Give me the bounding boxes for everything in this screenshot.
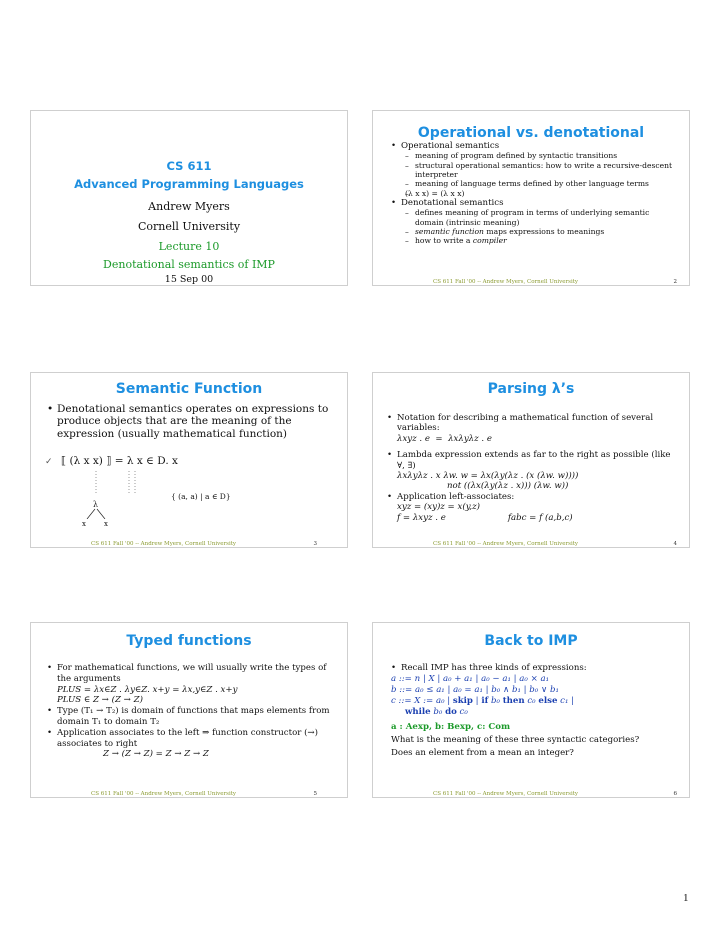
keyword: if <box>481 696 489 706</box>
bullet-notation: • Notation for describing a mathematical function of several variables: <box>387 413 679 434</box>
bullet-denotational: • Denotational semantics <box>391 198 679 208</box>
slide-number: 2 <box>673 279 677 285</box>
course-number: CS 611 <box>166 159 212 173</box>
parse-tree-diagram <box>71 469 151 519</box>
sub-bullet: – meaning of language terms defined by other language terms <box>391 179 679 188</box>
slide-number: 3 <box>313 541 317 547</box>
sub-bullet: – defines meaning of program in terms of underlying semantic domain (intrinsic meaning) <box>391 208 679 227</box>
keyword: while <box>405 707 431 717</box>
slide-title <box>30 110 348 286</box>
emphasis: semantic function <box>415 226 484 236</box>
footer-text: CS 611 Fall '00 -- Andrew Myers, Cornell University <box>433 279 579 285</box>
slide-semantic-function <box>30 372 348 548</box>
semantic-formula: ⟦ (λ x x) ⟧ = λ x ∈ D. x <box>61 455 178 467</box>
emphasis: not <box>447 481 462 492</box>
slide-number: 5 <box>313 791 317 797</box>
bullet-application: • Application left-associates: <box>387 492 679 502</box>
keyword: then <box>502 696 525 706</box>
text: f = λxyz . e <box>397 512 446 523</box>
check-icon: ✓ <box>45 457 53 467</box>
keyword: else <box>538 696 558 706</box>
slide-title-2: Operational vs. denotational <box>417 125 645 141</box>
plus-definition: PLUS = λx∈Z . λy∈Z. x+y = λx,y∈Z . x+y <box>57 684 238 695</box>
slide-parsing-lambdas <box>372 372 690 548</box>
page-number: 1 <box>683 892 689 904</box>
bullet-operational: • Operational semantics <box>391 141 679 151</box>
sub-bullet <box>391 236 679 245</box>
bullet-associativity: • Application associates to the left ⇒ function constructor (→) associates to right <box>47 728 337 750</box>
text: how to write a <box>415 236 473 246</box>
slide-typed-functions <box>30 622 348 798</box>
sub-bullet: – structural operational semantics: how to write a recursive-descent interpreter <box>391 161 679 180</box>
author: Andrew Myers <box>148 200 230 213</box>
set-notation: { (a, a) | a ∈ D} <box>171 492 231 501</box>
slide-title-4: Parsing λ’s <box>487 381 575 397</box>
text: fabc = f (a,b,c) <box>507 512 573 523</box>
footer-text: CS 611 Fall '00 -- Andrew Myers, Cornell University <box>91 791 237 797</box>
slide-title-3: Semantic Function <box>115 381 263 397</box>
tree-leaf-x: x <box>82 520 86 528</box>
text: maps expressions to meanings <box>483 226 605 236</box>
slide-title-5: Typed functions <box>126 633 252 649</box>
lecture-date: 15 Sep 00 <box>164 274 214 285</box>
aexp-grammar: a ::= n | X | a₀ + a₁ | a₀ − a₁ | a₀ × a₁ <box>391 674 550 684</box>
bullet-function-type: • Type (T₁ → T₂) is domain of functions that maps elements from domain T₁ to domain T₂ <box>47 706 337 728</box>
com-grammar: c ::= X := a₀ | skip | if b₀ then c₀ else c₁ | <box>391 696 575 706</box>
lambda-equality: – (λ x x) = (λ x x) <box>391 189 679 198</box>
arrow-equality: Z → (Z → Z) = Z → Z → Z <box>103 749 209 760</box>
svg-text:λ: λ <box>93 500 99 509</box>
course-title: Advanced Programming Languages <box>74 177 304 191</box>
sub-bullet <box>391 227 679 236</box>
bullet-imp: • Recall IMP has three kinds of expressions: <box>391 663 679 674</box>
lambda-counterexample <box>387 481 679 491</box>
lecture-topic: Denotational semantics of IMP <box>103 258 275 271</box>
slide-back-to-imp <box>372 622 690 798</box>
question-meaning: What is the meaning of these three syntactic categories? <box>391 735 640 745</box>
tree-leaf-x: x <box>104 520 108 528</box>
slide-title-6: Back to IMP <box>484 633 578 649</box>
sub-bullet: – meaning of program defined by syntactic transitions <box>391 151 679 160</box>
text: ((λx(λy(λz . x))) (λw. w)) <box>461 481 569 492</box>
plus-type: PLUS ∈ Z → (Z → Z) <box>57 695 143 706</box>
lecture-number: Lecture 10 <box>158 240 220 253</box>
slide-operational-vs-denotational <box>372 110 690 286</box>
text: c ::= X := a₀ | <box>391 696 453 706</box>
syntactic-categories: a : Aexp, b: Bexp, c: Com <box>391 722 511 732</box>
slide-number: 6 <box>673 791 677 797</box>
keyword: do <box>445 707 457 717</box>
lambda-notation: λxyz . e = λxλyλz . e <box>397 433 492 444</box>
footer-text: CS 611 Fall '00 -- Andrew Myers, Cornell University <box>433 791 579 797</box>
application-f <box>387 513 679 523</box>
application-example: xyz = (xy)z = x(y,z) <box>397 502 481 513</box>
com-grammar-while: while b₀ do c₀ <box>405 707 468 717</box>
bullet-types: • For mathematical functions, we will usually write the types of the arguments <box>47 663 337 685</box>
emphasis: compiler <box>472 236 507 246</box>
lambda-example: λxλyλz . x λw. w = λx(λy(λz . (x (λw. w)))) <box>397 471 579 482</box>
bullet-lambda-extent: • Lambda expression extends as far to the right as possible (like ∀, ∃) <box>387 450 679 471</box>
keyword: skip <box>452 696 473 706</box>
question-integer: Does an element from a mean an integer? <box>391 748 574 758</box>
footer-text: CS 611 Fall '00 -- Andrew Myers, Cornell University <box>433 541 579 547</box>
slide-number: 4 <box>673 541 677 547</box>
bexp-grammar: b ::= a₀ ≤ a₁ | a₀ = a₁ | b₀ ∧ b₁ | b₀ ∨ b₁ <box>391 685 559 695</box>
affiliation: Cornell University <box>137 220 241 233</box>
bullet-denotational: • Denotational semantics operates on expressions to produce objects that are the meaning of the expression (usually mathematical function) <box>47 403 341 440</box>
footer-text: CS 611 Fall '00 -- Andrew Myers, Cornell University <box>91 541 237 547</box>
